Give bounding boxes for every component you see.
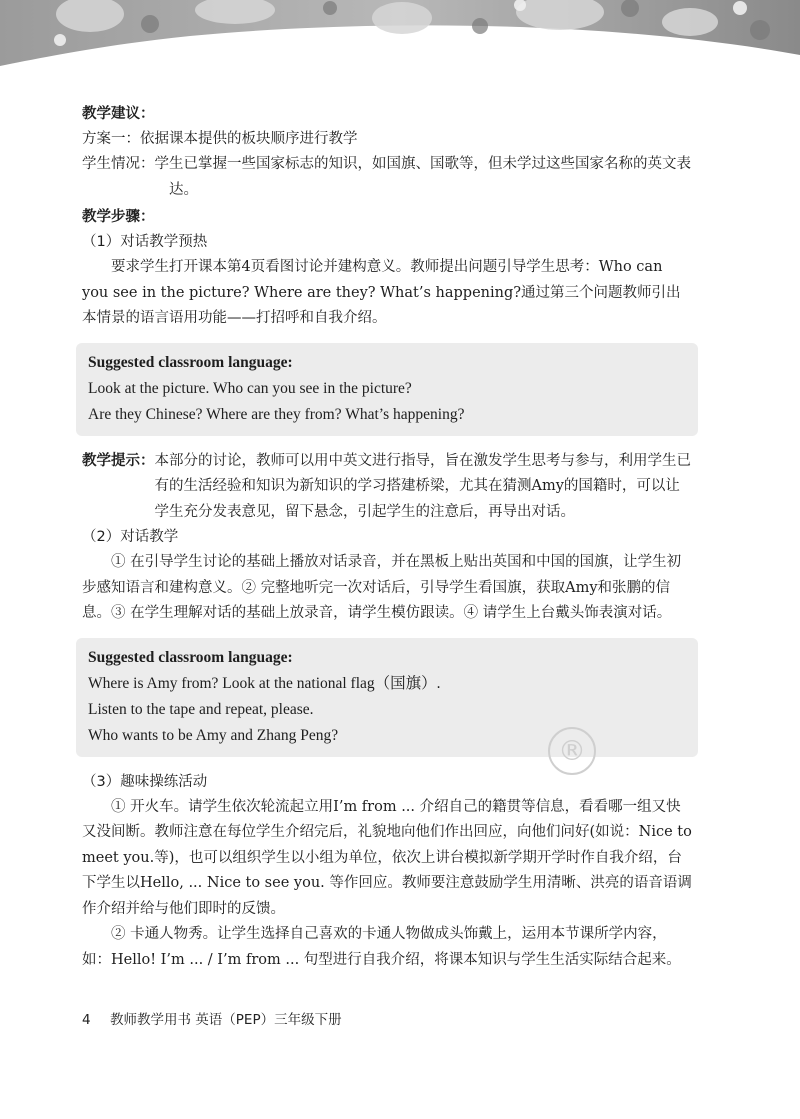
box2-line: Where is Amy from? Look at the national flag（国旗）.	[88, 674, 441, 692]
step2-title: （2）对话教学	[82, 529, 179, 545]
page-footer	[82, 1008, 342, 1028]
page-number: 4	[82, 1012, 91, 1028]
box2-line: Who wants to be Amy and Zhang Peng?	[88, 726, 339, 744]
book-title: 教师教学用书 英语（PEP）三年级下册	[110, 1012, 342, 1028]
step3-paragraph-1: ① 开火车。请学生依次轮流起立用I’m from ... 介绍自己的籍贯等信息，看看哪一组又快又没间断。教师注意在每位学生介绍完后，礼貌地向他们作出回应，向他们问好(如说：Nice to meet you.等)，也可以组织学生以小组为单位，依次上讲台模拟新学期开学时作自我介绍，台下学生以Hello, ... Nice to see you. 等作回应。教师要注意鼓励学生用清晰、洪亮的语音语调作介绍并给与他们即时的反馈。	[82, 798, 692, 917]
header-banner	[0, 0, 800, 90]
student-situation-text: 学生已掌握一些国家标志的知识，如国旗、国歌等，但未学过这些国家名称的英文表达。	[154, 156, 691, 198]
tip-label: 教学提示：	[82, 452, 155, 469]
box2-title: Suggested classroom language:	[88, 648, 293, 666]
section-heading-steps: 教学步骤：	[82, 209, 155, 225]
teaching-tip	[82, 449, 692, 526]
page-content	[82, 100, 692, 973]
box2-line: Listen to the tape and repeat, please.	[88, 700, 314, 718]
step2-text: ① 在引导学生讨论的基础上播放对话录音，并在黑板上贴出英国和中国的国旗，让学生初步感知语言和建构意义。② 完整地听完一次对话后，引导学生看国旗，获取Amy和张鹏的信息。③ 在学生理解对话的基础上放录音，请学生模仿跟读。④ 请学生上台戴头饰表演对话。	[82, 554, 682, 621]
tip-text: 本部分的讨论，教师可以用中英文进行指导，旨在激发学生思考与参与，利用学生已有的生活经验和知识为新知识的学习搭建桥梁，尤其在猜测Amy的国籍时，可以让学生充分发表意见，留下悬念，引起学生的注意后，再导出对话。	[154, 452, 691, 520]
box1-line: Are they Chinese? Where are they from? What’s happening?	[88, 405, 465, 423]
step1-text: 要求学生打开课本第4页看图讨论并建构意义。教师提出问题引导学生思考：Who can you see in the picture? Where are they? What’s happening?通过第三个问题教师引出本情景的语言语用功能——打招呼和自我介绍。	[82, 259, 681, 326]
step1-title: （1）对话教学预热	[82, 234, 208, 250]
student-situation	[82, 152, 692, 203]
step3-title: （3）趣味操练活动	[82, 773, 208, 790]
registered-watermark: ®	[548, 727, 596, 775]
section-heading-suggestions: 教学建议：	[82, 106, 155, 122]
box1-line: Look at the picture. Who can you see in the picture?	[88, 379, 412, 397]
box1-title: Suggested classroom language:	[88, 353, 293, 371]
step3-paragraph-2: ② 卡通人物秀。让学生选择自己喜欢的卡通人物做成头饰戴上，运用本节课所学内容，如：Hello! I’m ... / I’m from ... 句型进行自我介绍，将课本知识与学生生活实际结合起来。	[82, 926, 681, 968]
student-situation-label: 学生情况：	[82, 156, 155, 172]
plan-line: 方案一：依据课本提供的板块顺序进行教学	[82, 131, 358, 147]
classroom-language-box-2	[76, 638, 698, 757]
classroom-language-box-1	[76, 343, 698, 436]
